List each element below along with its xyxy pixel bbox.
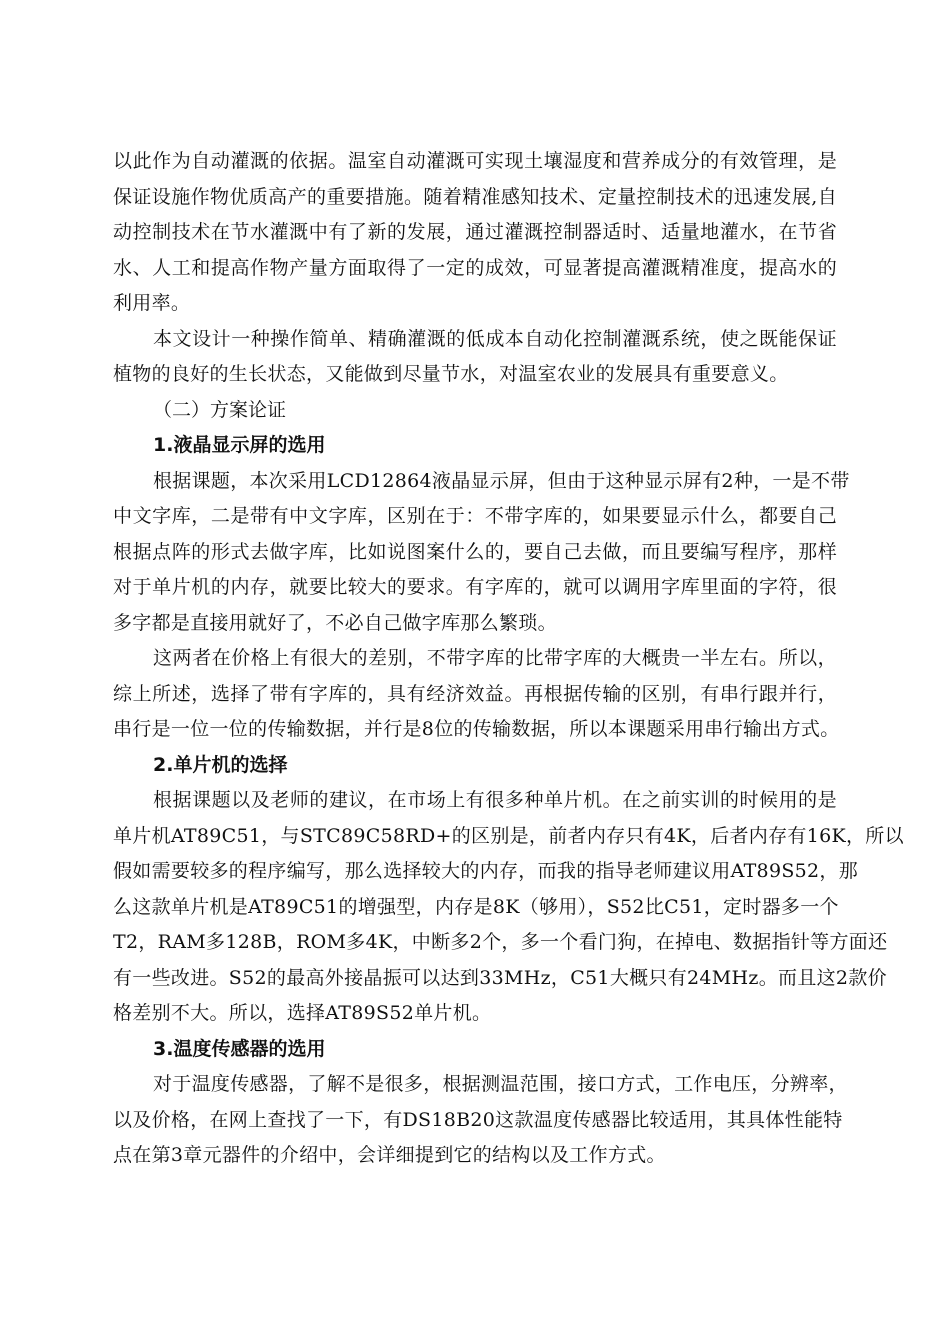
text-line: 中文字库，二是带有中文字库，区别在于：不带字库的，如果要显示什么，都要自己 xyxy=(113,505,837,527)
paragraph-irrigation-background xyxy=(113,144,837,322)
paragraph-design-purpose xyxy=(113,322,837,393)
section-heading-scheme: （二）方案论证 xyxy=(153,398,287,421)
text-line: 假如需要较多的程序编写，那么选择较大的内存，而我的指导老师建议用AT89S52，那 xyxy=(113,860,859,882)
text-line: 利用率。 xyxy=(113,292,191,314)
document-body xyxy=(113,144,904,1174)
text-line: 以及价格，在网上查找了一下，有DS18B20这款温度传感器比较适用，其具体性能特 xyxy=(113,1108,843,1131)
text-line: 么这款单片机是AT89C51的增强型，内存是8K（够用），S52比C51，定时器多一个 xyxy=(113,895,839,918)
paragraph-temp-sensor xyxy=(113,1067,848,1174)
text-line: 对于温度传感器，了解不是很多，根据测温范围，接口方式，工作电压，分辨率， xyxy=(153,1073,848,1095)
text-line: 单片机AT89C51，与STC89C58RD+的区别是，前者内存只有4K，后者内存有16K，所以 xyxy=(113,824,904,847)
text-line: 点在第3章元器件的介绍中，会详细提到它的结构以及工作方式。 xyxy=(113,1144,666,1166)
text-line: 水、人工和提高作物产量方面取得了一定的成效，可显著提高灌溉精准度，提高水的 xyxy=(113,256,837,279)
subsection-heading-lcd: 1.液晶显示屏的选用 xyxy=(153,434,326,456)
paragraph-lcd-selection xyxy=(113,464,850,642)
text-line: 这两者在价格上有很大的差别，不带字库的比带字库的大概贵一半左右。所以， xyxy=(153,647,837,669)
text-line: 动控制技术在节水灌溉中有了新的发展，通过灌溉控制器适时、适量地灌水，在节省 xyxy=(113,221,837,243)
text-line: 根据课题，本次采用LCD12864液晶显示屏，但由于这种显示屏有2种，一是不带 xyxy=(153,469,850,492)
text-line: 根据点阵的形式去做字库，比如说图案什么的，要自己去做，而且要编写程序，那样 xyxy=(113,540,837,563)
text-line: 多字都是直接用就好了，不必自己做字库那么繁琐。 xyxy=(113,611,557,634)
text-line: 植物的良好的生长状态，又能做到尽量节水，对温室农业的发展具有重要意义。 xyxy=(113,363,789,385)
text-line: 串行是一位一位的传输数据，并行是8位的传输数据，所以本课题采用串行输出方式。 xyxy=(113,718,840,740)
text-line: 保证设施作物优质高产的重要措施。随着精准感知技术、定量控制技术的迅速发展,自 xyxy=(113,185,837,208)
subsection-heading-mcu: 2.单片机的选择 xyxy=(153,753,288,776)
text-line: 对于单片机的内存，就要比较大的要求。有字库的，就可以调用字库里面的字符，很 xyxy=(113,576,837,598)
text-line: 本文设计一种操作简单、精确灌溉的低成本自动化控制灌溉系统，使之既能保证 xyxy=(153,327,837,350)
text-line: 以此作为自动灌溉的依据。温室自动灌溉可实现土壤湿度和营养成分的有效管理，是 xyxy=(113,150,837,172)
text-line: 综上所述，选择了带有字库的，具有经济效益。再根据传输的区别，有串行跟并行， xyxy=(113,682,837,705)
text-line: T2，RAM多128B，ROM多4K，中断多2个，多一个看门狗，在掉电、数据指针等方面还 xyxy=(113,931,888,953)
paragraph-lcd-cost xyxy=(113,641,840,748)
subsection-heading-temp-sensor: 3.温度传感器的选用 xyxy=(153,1037,326,1060)
text-line: 根据课题以及老师的建议，在市场上有很多种单片机。在之前实训的时候用的是 xyxy=(153,789,837,811)
text-line: 有一些改进。S52的最高外接晶振可以达到33MHz，C51大概只有24MHz。而且这2款价 xyxy=(113,966,887,989)
text-line: 格差别不大。所以，选择AT89S52单片机。 xyxy=(113,1002,492,1024)
paragraph-mcu-selection xyxy=(113,783,904,1032)
